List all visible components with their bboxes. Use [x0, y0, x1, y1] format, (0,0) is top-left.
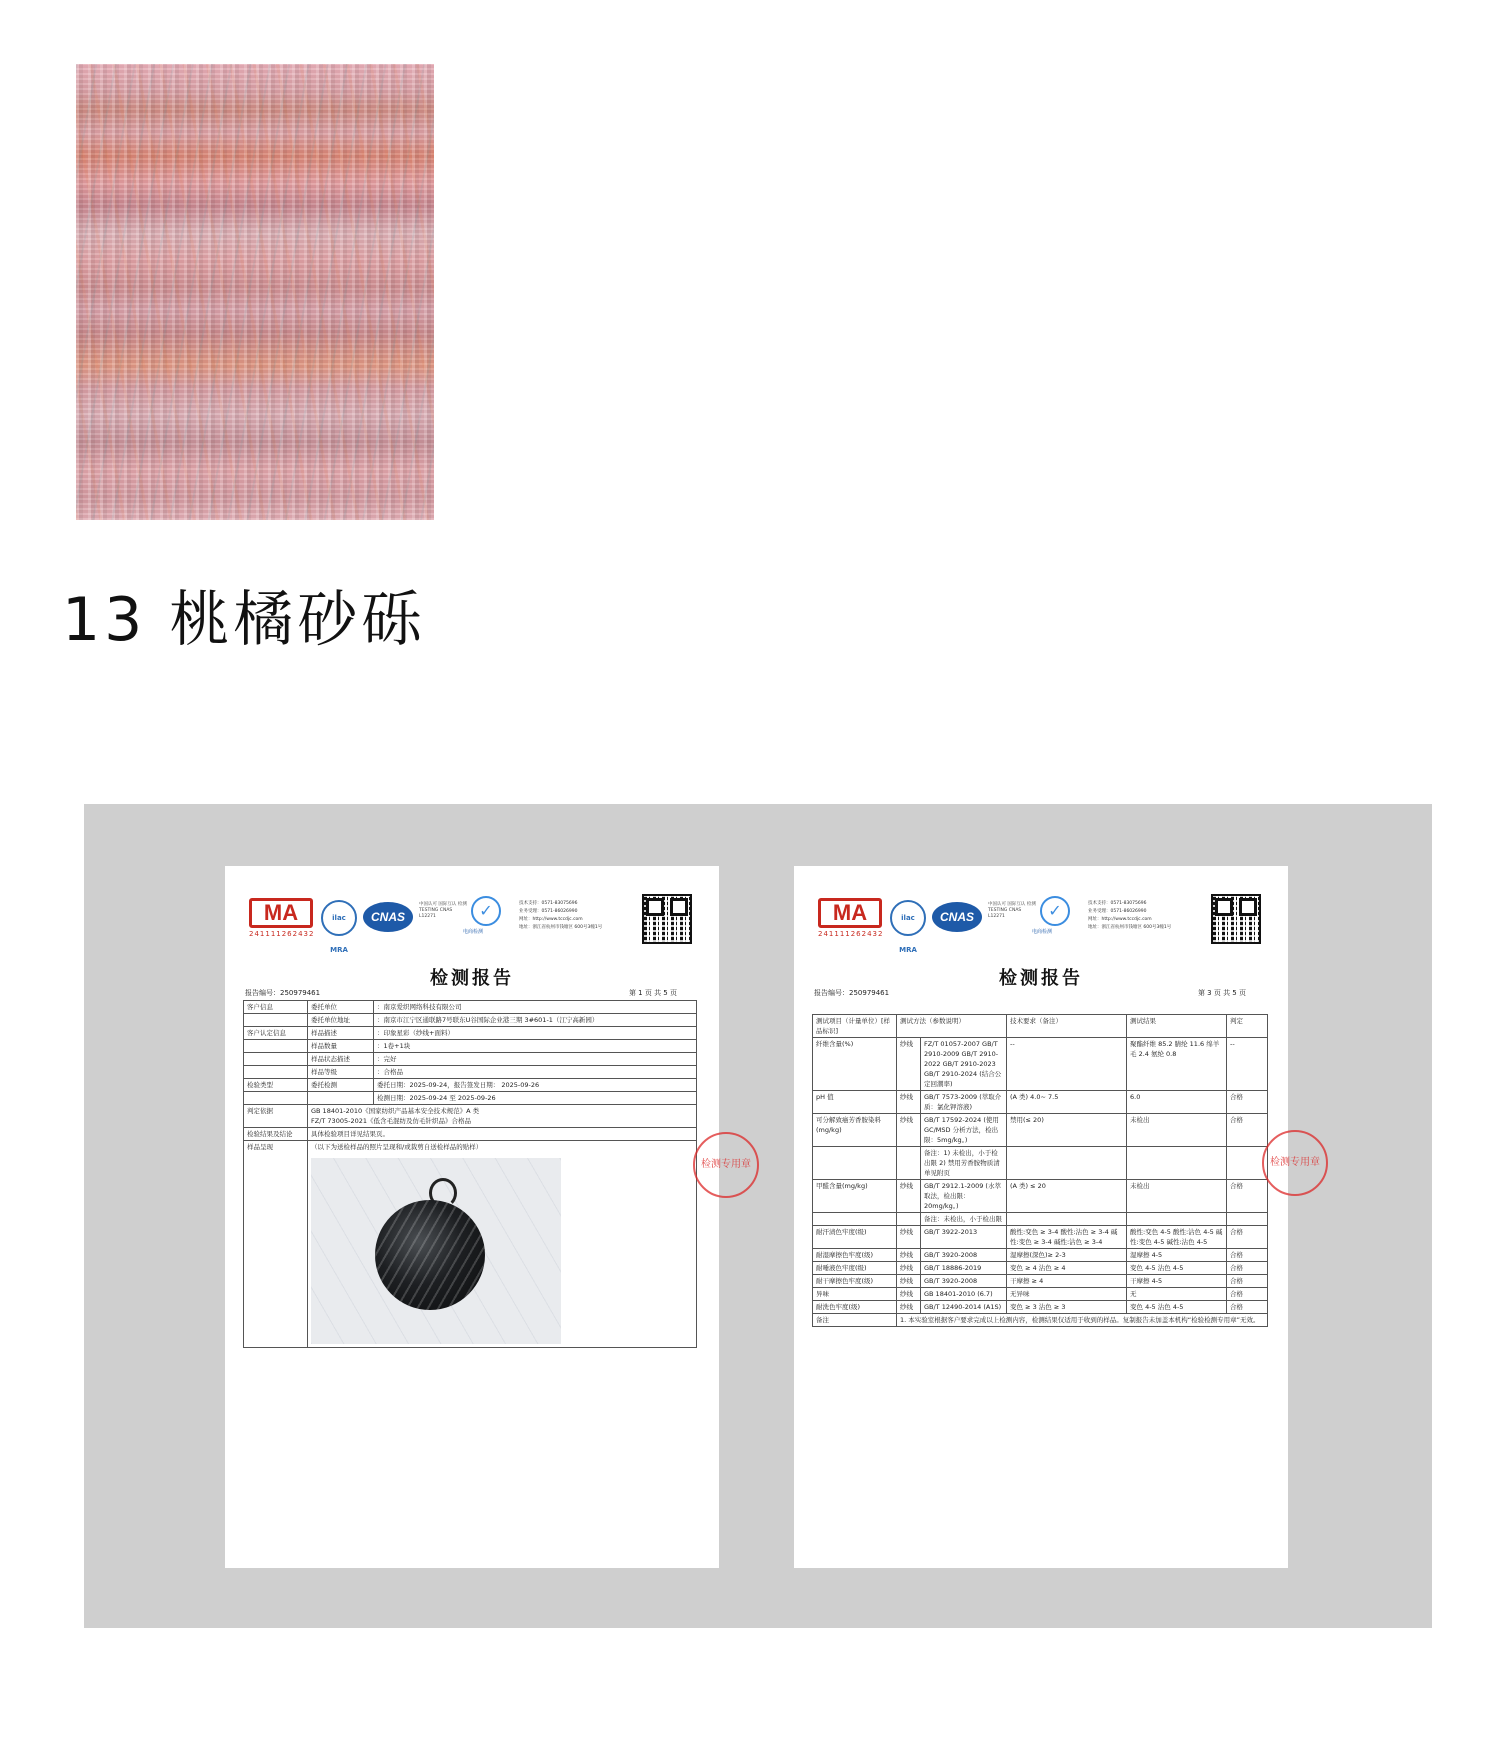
cell-id	[897, 1213, 921, 1226]
report-page-1	[225, 866, 751, 1568]
cell-id: 纱线	[897, 1114, 921, 1147]
table-row: 样品数量 ：1卷+1块	[244, 1040, 697, 1053]
cell-req: 变色 ≥ 4 沾色 ≥ 4	[1007, 1262, 1127, 1275]
cell-method: GB/T 7573-2009 (萃取介质：氯化钾溶液)	[921, 1091, 1007, 1114]
cell-verdict	[1227, 1213, 1268, 1226]
cnas-caption: 中国认可 国际互认 检测 TESTING CNAS L12271	[988, 902, 1036, 919]
table-row: 样品状态描述 ：完好	[244, 1053, 697, 1066]
ma-logo: MA 241111262432	[249, 900, 315, 938]
lab-contact: 技术支持：0571-83075696 业务受理：0571-86026990 网址：http://www.tccdjc.com 地址：浙江省杭州市钱塘区 600号3幢1号	[1088, 901, 1172, 930]
ma-logo: MA 241111262432	[818, 900, 884, 938]
cell-verdict: 合格	[1227, 1114, 1268, 1147]
cell-item: 耐唾液色牢度(级)	[813, 1262, 897, 1275]
table-row	[813, 1275, 1268, 1288]
cell-method: GB/T 3920-2008	[921, 1249, 1007, 1262]
cell-result: 无	[1127, 1288, 1227, 1301]
cell-req: 干摩擦 ≥ 4	[1007, 1275, 1127, 1288]
check-shield-icon: ✓	[471, 896, 501, 926]
ilac-mra-logo: ilac MRA	[321, 900, 357, 936]
cell-item: 耐湿摩擦色牢度(级)	[813, 1249, 897, 1262]
cell-verdict: 合格	[1227, 1249, 1268, 1262]
lab-contact: 技术支持：0571-83075696 业务受理：0571-86026990 网址：http://www.tccdjc.com 地址：浙江省杭州市钱塘区 600号3幢1号	[519, 901, 603, 930]
table-row	[813, 1262, 1268, 1275]
report-page-3	[794, 866, 1320, 1568]
inspection-stamp: 检测专用章	[693, 1132, 759, 1198]
check-shield-icon: ✓	[1040, 896, 1070, 926]
table-row	[813, 1091, 1268, 1114]
table-row: 备注 1. 本实验室根据客户要求完成以上检测内容，检测结果仅适用于收到的样品。复制报告未加盖本机构“检验检测专用章”无效。	[813, 1314, 1268, 1327]
table-row: 检验类型 委托检测 委托日期：2025-09-24，报告签发日期： 2025-09-26	[244, 1079, 697, 1092]
cell-method: GB/T 12490-2014 (A1S)	[921, 1301, 1007, 1314]
cell-item: 纤维含量(%)	[813, 1038, 897, 1091]
cnas-logo: CNAS	[363, 902, 413, 932]
cell-method: 备注：未检出，小于检出限	[921, 1213, 1007, 1226]
table-row	[813, 1288, 1268, 1301]
inspection-stamp: 检测专用章	[1262, 1130, 1328, 1196]
qr-code-icon	[1211, 894, 1261, 944]
cell-id: 纱线	[897, 1275, 921, 1288]
ecommerce-label: 电商检测	[1032, 929, 1053, 935]
cell-item: pH 值	[813, 1091, 897, 1114]
cell-verdict: 合格	[1227, 1288, 1268, 1301]
table-row	[813, 1147, 1268, 1180]
cnas-logo: CNAS	[932, 902, 982, 932]
cell-id: 纱线	[897, 1262, 921, 1275]
cell-id: 纱线	[897, 1091, 921, 1114]
cell-method: 备注：1) 未检出，小于检出限 2) 禁用芳香胺物质清单见附页	[921, 1147, 1007, 1180]
yarn-ball-icon	[375, 1200, 485, 1310]
cell-method: GB/T 18886-2019	[921, 1262, 1007, 1275]
table-row: 客户信息 委托单位 ：南京爱织网络科技有限公司	[244, 1001, 697, 1014]
table-row	[813, 1213, 1268, 1226]
cell-item: 耐干摩擦色牢度(级)	[813, 1275, 897, 1288]
cell-method: GB/T 3920-2008	[921, 1275, 1007, 1288]
table-row	[813, 1301, 1268, 1314]
table-row: 样品等级 ：合格品	[244, 1066, 697, 1079]
report-header-logos	[249, 894, 699, 954]
cell-id	[897, 1147, 921, 1180]
cell-req: (A 类) ≤ 20	[1007, 1180, 1127, 1213]
cell-item: 异味	[813, 1288, 897, 1301]
cell-result: 变色 4-5 沾色 4-5	[1127, 1301, 1227, 1314]
cell-result: 聚酯纤维 85.2 腈纶 11.6 绵羊毛 2.4 氨纶 0.8	[1127, 1038, 1227, 1091]
cell-method: GB/T 2912.1-2009 (水萃取法，检出限：20mg/kg。)	[921, 1180, 1007, 1213]
cell-verdict: --	[1227, 1038, 1268, 1091]
cell-req: 变色 ≥ 3 沾色 ≥ 3	[1007, 1301, 1127, 1314]
cell-id: 纱线	[897, 1301, 921, 1314]
yarn-swatch-photo	[76, 64, 434, 520]
test-results-table	[812, 1014, 1268, 1327]
cell-req: 禁用(≤ 20)	[1007, 1114, 1127, 1147]
cell-method: FZ/T 01057-2007 GB/T 2910-2009 GB/T 2910-2022 GB/T 2910-2023 GB/T 2910-2024 (结合公定回潮率)	[921, 1038, 1007, 1091]
cell-verdict: 合格	[1227, 1275, 1268, 1288]
report-panel	[84, 804, 1432, 1628]
black-yarn-ball-photo	[311, 1158, 561, 1344]
report-info-table	[243, 1000, 697, 1348]
sample-caption: （以下为送检样品的照片呈现和/或裁剪自送检样品的贴样）	[311, 1143, 483, 1151]
cell-id: 纱线	[897, 1288, 921, 1301]
cell-id: 纱线	[897, 1038, 921, 1091]
cell-item: 耐洗色牢度(级)	[813, 1301, 897, 1314]
cell-result: 干摩擦 4-5	[1127, 1275, 1227, 1288]
cell-result: 未检出	[1127, 1180, 1227, 1213]
cell-req: 无异味	[1007, 1288, 1127, 1301]
cell-verdict: 合格	[1227, 1091, 1268, 1114]
cell-result: 变色 4-5 沾色 4-5	[1127, 1262, 1227, 1275]
table-row: 检验结果及结论 具体检验项目详见结果页。	[244, 1128, 697, 1141]
color-title: 13 桃橘砂砾	[62, 585, 426, 655]
cell-req: 湿摩擦(深色)≥ 2-3	[1007, 1249, 1127, 1262]
table-header-row: 测试项目（计量单位）[样品标识] 测试方法（参数说明） 技术要求（备注） 测试结果 判定	[813, 1015, 1268, 1038]
cell-req: --	[1007, 1038, 1127, 1091]
ecommerce-label: 电商检测	[463, 929, 484, 935]
table-row	[813, 1226, 1268, 1249]
table-row: 判定依据 GB 18401-2010《国家纺织产品基本安全技术规范》A 类 FZ/T 73005-2021《低含毛混纺及仿毛针织品》合格品	[244, 1105, 697, 1128]
cell-req: (A 类) 4.0~ 7.5	[1007, 1091, 1127, 1114]
cell-result: 酸性:变色 4-5 酸性:沾色 4-5 碱性:变色 4-5 碱性:沾色 4-5	[1127, 1226, 1227, 1249]
cell-verdict: 合格	[1227, 1226, 1268, 1249]
cell-item	[813, 1213, 897, 1226]
cell-id: 纱线	[897, 1180, 921, 1213]
cell-item	[813, 1147, 897, 1180]
cell-result: 未检出	[1127, 1114, 1227, 1147]
cell-verdict: 合格	[1227, 1301, 1268, 1314]
table-row	[813, 1249, 1268, 1262]
report-number: 报告编号：250979461	[245, 989, 321, 997]
table-row: 委托单位地址 ：南京市江宁区通联路7号联东U谷国际企业港三期 3#601-1（江宁高新园）	[244, 1014, 697, 1027]
cell-id: 纱线	[897, 1226, 921, 1249]
report-page-number: 第 1 页 共 5 页	[628, 989, 677, 997]
cell-result	[1127, 1213, 1227, 1226]
table-row	[813, 1180, 1268, 1213]
table-row: 检测日期：2025-09-24 至 2025-09-26	[244, 1092, 697, 1105]
report-header-logos	[818, 894, 1268, 954]
ilac-mra-logo: ilac MRA	[890, 900, 926, 936]
cell-verdict: 合格	[1227, 1180, 1268, 1213]
cell-id: 纱线	[897, 1249, 921, 1262]
cell-result: 湿摩擦 4-5	[1127, 1249, 1227, 1262]
cell-req: 酸性:变色 ≥ 3-4 酸性:沾色 ≥ 3-4 碱性:变色 ≥ 3-4 碱性:沾色 ≥ 3-4	[1007, 1226, 1127, 1249]
report-page-number: 第 3 页 共 5 页	[1197, 989, 1246, 997]
cell-result	[1127, 1147, 1227, 1180]
cell-method: GB/T 17592-2024 (使用 GC/MSD 分析方法，检出限：5mg/kg。)	[921, 1114, 1007, 1147]
cell-req	[1007, 1147, 1127, 1180]
table-row	[813, 1038, 1268, 1091]
table-row: 客户认定信息 样品描述 ：印象星彩（纱线+面料）	[244, 1027, 697, 1040]
qr-code-icon	[642, 894, 692, 944]
cell-item: 耐汗渍色牢度(级)	[813, 1226, 897, 1249]
table-row	[813, 1114, 1268, 1147]
report-title: 检测报告	[430, 968, 514, 989]
cnas-caption: 中国认可 国际互认 检测 TESTING CNAS L12271	[419, 902, 467, 919]
report-number: 报告编号：250979461	[814, 989, 890, 997]
cell-method: GB 18401-2010 (6.7)	[921, 1288, 1007, 1301]
cell-method: GB/T 3922-2013	[921, 1226, 1007, 1249]
cell-item: 可分解致癌芳香胺染料(mg/kg)	[813, 1114, 897, 1147]
cell-verdict: 合格	[1227, 1262, 1268, 1275]
cell-item: 甲醛含量(mg/kg)	[813, 1180, 897, 1213]
table-row: 样品呈现 （以下为送检样品的照片呈现和/或裁剪自送检样品的贴样）	[244, 1141, 697, 1348]
report-title: 检测报告	[999, 968, 1083, 989]
cell-req	[1007, 1213, 1127, 1226]
cell-result: 6.0	[1127, 1091, 1227, 1114]
